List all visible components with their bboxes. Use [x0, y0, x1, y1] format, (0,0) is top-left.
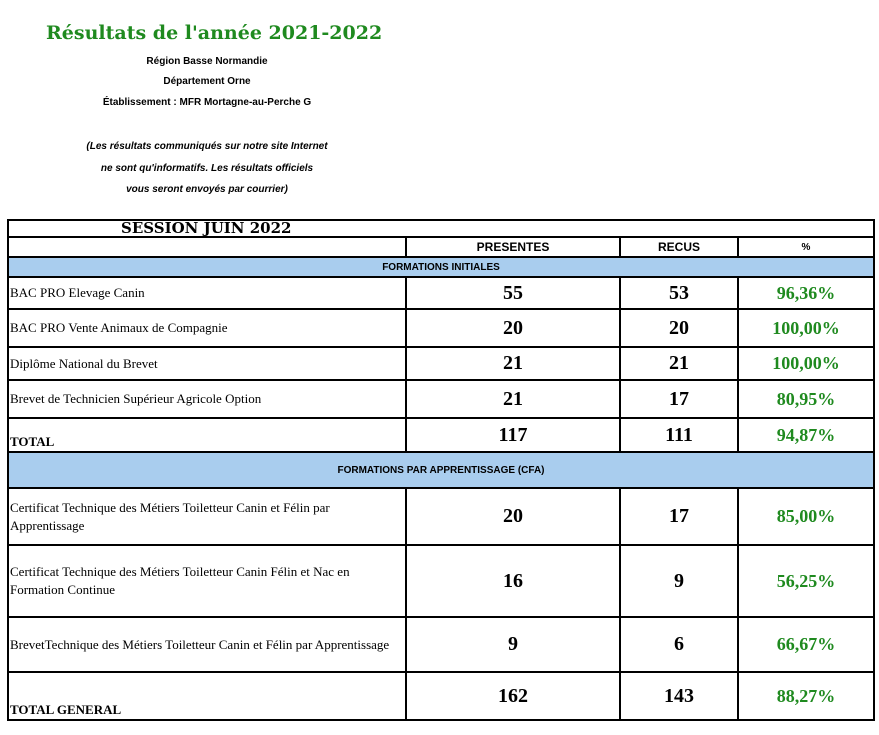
row-presentes: 21 [406, 380, 620, 418]
row-presentes: 9 [406, 617, 620, 672]
header-blank-cell [8, 237, 406, 257]
page-title: Résultats de l'année 2021-2022 [46, 22, 383, 44]
departement-text: Département Orne [163, 76, 251, 87]
row-presentes: 20 [406, 309, 620, 347]
row-presentes: 16 [406, 545, 620, 617]
row-percent: 100,00% [738, 347, 874, 380]
session-title: SESSION JUIN 2022 [8, 220, 874, 237]
row-recus: 21 [620, 347, 738, 380]
table-row [8, 277, 874, 309]
total-presentes: 117 [406, 418, 620, 452]
row-label: Certificat Technique des Métiers Toiletteur Canin Félin et Nac en Formation Continue [8, 545, 406, 617]
total-label: TOTAL [8, 418, 406, 452]
row-recus: 20 [620, 309, 738, 347]
row-percent: 56,25% [738, 545, 874, 617]
total-general-presentes: 162 [406, 672, 620, 720]
total-general-percent: 88,27% [738, 672, 874, 720]
results-table [7, 219, 875, 721]
section-formations-initiales: FORMATIONS INITIALES [8, 257, 874, 277]
row-recus: 9 [620, 545, 738, 617]
table-row [8, 488, 874, 545]
etablissement-text: Établissement : MFR Mortagne-au-Perche G [102, 97, 312, 108]
row-recus: 53 [620, 277, 738, 309]
row-label: BAC PRO Elevage Canin [8, 277, 406, 309]
table-row [8, 617, 874, 672]
row-recus: 17 [620, 380, 738, 418]
row-label: Certificat Technique des Métiers Toiletteur Canin et Félin par Apprentissage [8, 488, 406, 545]
table-row [8, 309, 874, 347]
header-recus: RECUS [620, 237, 738, 257]
row-recus: 6 [620, 617, 738, 672]
row-percent: 100,00% [738, 309, 874, 347]
note-line-3: vous seront envoyés par courrier) [126, 184, 288, 195]
row-percent: 66,67% [738, 617, 874, 672]
header-presentes: PRESENTES [406, 237, 620, 257]
table-row [8, 380, 874, 418]
total-general-recus: 143 [620, 672, 738, 720]
table-row [8, 347, 874, 380]
total-general-label: TOTAL GENERAL [8, 672, 406, 720]
row-recus: 17 [620, 488, 738, 545]
total-row [8, 418, 874, 452]
note-line-2: ne sont qu'informatifs. Les résultats officiels [100, 163, 314, 174]
header-percent: % [738, 237, 874, 257]
row-percent: 80,95% [738, 380, 874, 418]
section-formations-apprentissage: FORMATIONS PAR APPRENTISSAGE (CFA) [8, 452, 874, 488]
row-label: BrevetTechnique des Métiers Toiletteur Canin et Félin par Apprentissage [8, 617, 406, 672]
table-row [8, 545, 874, 617]
row-presentes: 21 [406, 347, 620, 380]
row-presentes: 20 [406, 488, 620, 545]
note-line-1: (Les résultats communiqués sur notre site Internet [86, 141, 328, 152]
total-general-row [8, 672, 874, 720]
row-label: Diplôme National du Brevet [8, 347, 406, 380]
total-recus: 111 [620, 418, 738, 452]
region-text: Région Basse Normandie [146, 56, 268, 67]
row-label: Brevet de Technicien Supérieur Agricole Option [8, 380, 406, 418]
row-percent: 96,36% [738, 277, 874, 309]
row-label: BAC PRO Vente Animaux de Compagnie [8, 309, 406, 347]
total-percent: 94,87% [738, 418, 874, 452]
row-presentes: 55 [406, 277, 620, 309]
row-percent: 85,00% [738, 488, 874, 545]
